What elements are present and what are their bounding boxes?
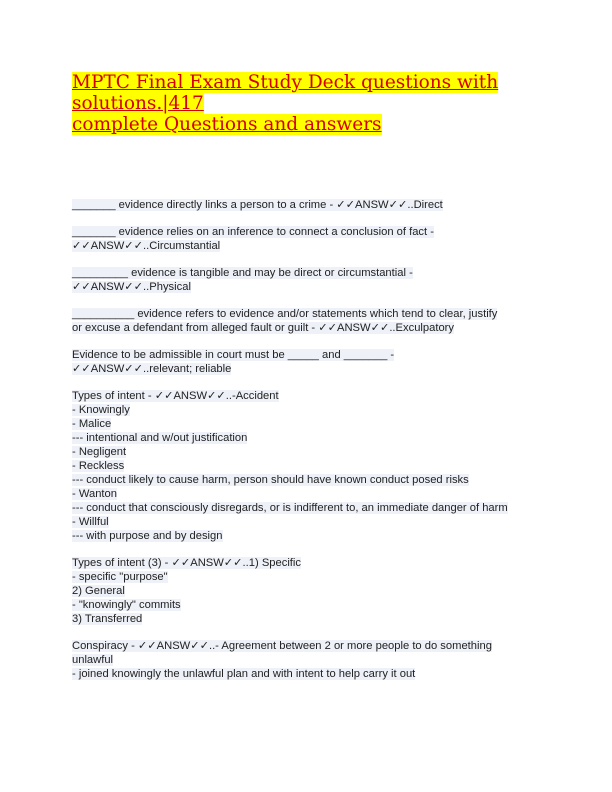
qa-item: [72, 307, 542, 335]
qa-item: [72, 198, 542, 212]
qa-line-text: - Malice: [72, 418, 112, 430]
qa-line-text: Types of intent (3) - ✓✓ANSW✓✓..1) Specific: [72, 557, 301, 569]
qa-item: [72, 639, 542, 681]
qa-line-text: _________ evidence is tangible and may be direct or circumstantial -: [72, 267, 413, 279]
qa-line-text: --- conduct that consciously disregards, or is indifferent to, an immediate danger of harm: [72, 502, 508, 514]
qa-line: [72, 459, 542, 473]
qa-line-text: _______ evidence relies on an inference to connect a conclusion of fact -: [72, 226, 434, 238]
qa-line-text: Conspiracy - ✓✓ANSW✓✓..- Agreement between 2 or more people to do something: [72, 640, 492, 652]
qa-line-text: unlawful: [72, 654, 114, 666]
qa-line: [72, 266, 542, 280]
qa-item: [72, 348, 542, 376]
qa-line: [72, 280, 542, 294]
qa-line-text: - Reckless: [72, 460, 125, 472]
qa-line: [72, 389, 542, 403]
qa-line: [72, 362, 542, 376]
qa-line-text: __________ evidence refers to evidence and/or statements which tend to clear, justify: [72, 308, 498, 320]
qa-line: [72, 239, 542, 253]
qa-line: [72, 515, 542, 529]
qa-item: [72, 266, 542, 294]
qa-line: [72, 612, 542, 626]
qa-line-text: - Knowingly: [72, 404, 130, 416]
qa-line: [72, 639, 542, 653]
qa-line: [72, 473, 542, 487]
qa-line-text: Evidence to be admissible in court must be _____ and _______ -: [72, 349, 395, 361]
qa-line: [72, 321, 542, 335]
title-line-1: MPTC Final Exam Study Deck questions with solutions.|417: [72, 72, 499, 114]
qa-line-text: - Wanton: [72, 488, 117, 500]
qa-line: [72, 403, 542, 417]
qa-line-text: ✓✓ANSW✓✓..relevant; reliable: [72, 363, 232, 375]
qa-line-text: _______ evidence directly links a person to a crime - ✓✓ANSW✓✓..Direct: [72, 199, 443, 211]
qa-list: [72, 198, 542, 694]
qa-line-text: ✓✓ANSW✓✓..Circumstantial: [72, 240, 221, 252]
qa-line: [72, 431, 542, 445]
qa-line-text: 3) Transferred: [72, 613, 143, 625]
qa-line: [72, 348, 542, 362]
qa-line: [72, 445, 542, 459]
qa-line-text: ✓✓ANSW✓✓..Physical: [72, 281, 191, 293]
title-line-2: complete Questions and answers: [72, 114, 382, 135]
qa-line-text: - Willful: [72, 516, 109, 528]
qa-line-text: Types of intent - ✓✓ANSW✓✓..-Accident: [72, 390, 279, 402]
qa-line: [72, 570, 542, 584]
qa-line: [72, 653, 542, 667]
qa-line-text: 2) General: [72, 585, 125, 597]
qa-line: [72, 556, 542, 570]
qa-line-text: --- intentional and w/out justification: [72, 432, 248, 444]
qa-item: [72, 389, 542, 543]
qa-line-text: - joined knowingly the unlawful plan and with intent to help carry it out: [72, 668, 416, 680]
qa-line-text: - Negligent: [72, 446, 127, 458]
qa-line: [72, 417, 542, 431]
qa-line: [72, 584, 542, 598]
qa-line: [72, 487, 542, 501]
qa-line-text: or excuse a defendant from alleged fault or guilt - ✓✓ANSW✓✓..Exculpatory: [72, 322, 454, 334]
qa-line-text: - "knowingly" commits: [72, 599, 181, 611]
qa-line: [72, 598, 542, 612]
qa-line: [72, 225, 542, 239]
qa-line: [72, 198, 542, 212]
qa-line: [72, 529, 542, 543]
qa-item: [72, 225, 542, 253]
qa-line-text: --- conduct likely to cause harm, person should have known conduct posed risks: [72, 474, 469, 486]
qa-item: [72, 556, 542, 626]
qa-line-text: - specific "purpose": [72, 571, 168, 583]
document-title: [72, 72, 542, 135]
qa-line: [72, 667, 542, 681]
qa-line: [72, 501, 542, 515]
qa-line: [72, 307, 542, 321]
qa-line-text: --- with purpose and by design: [72, 530, 223, 542]
